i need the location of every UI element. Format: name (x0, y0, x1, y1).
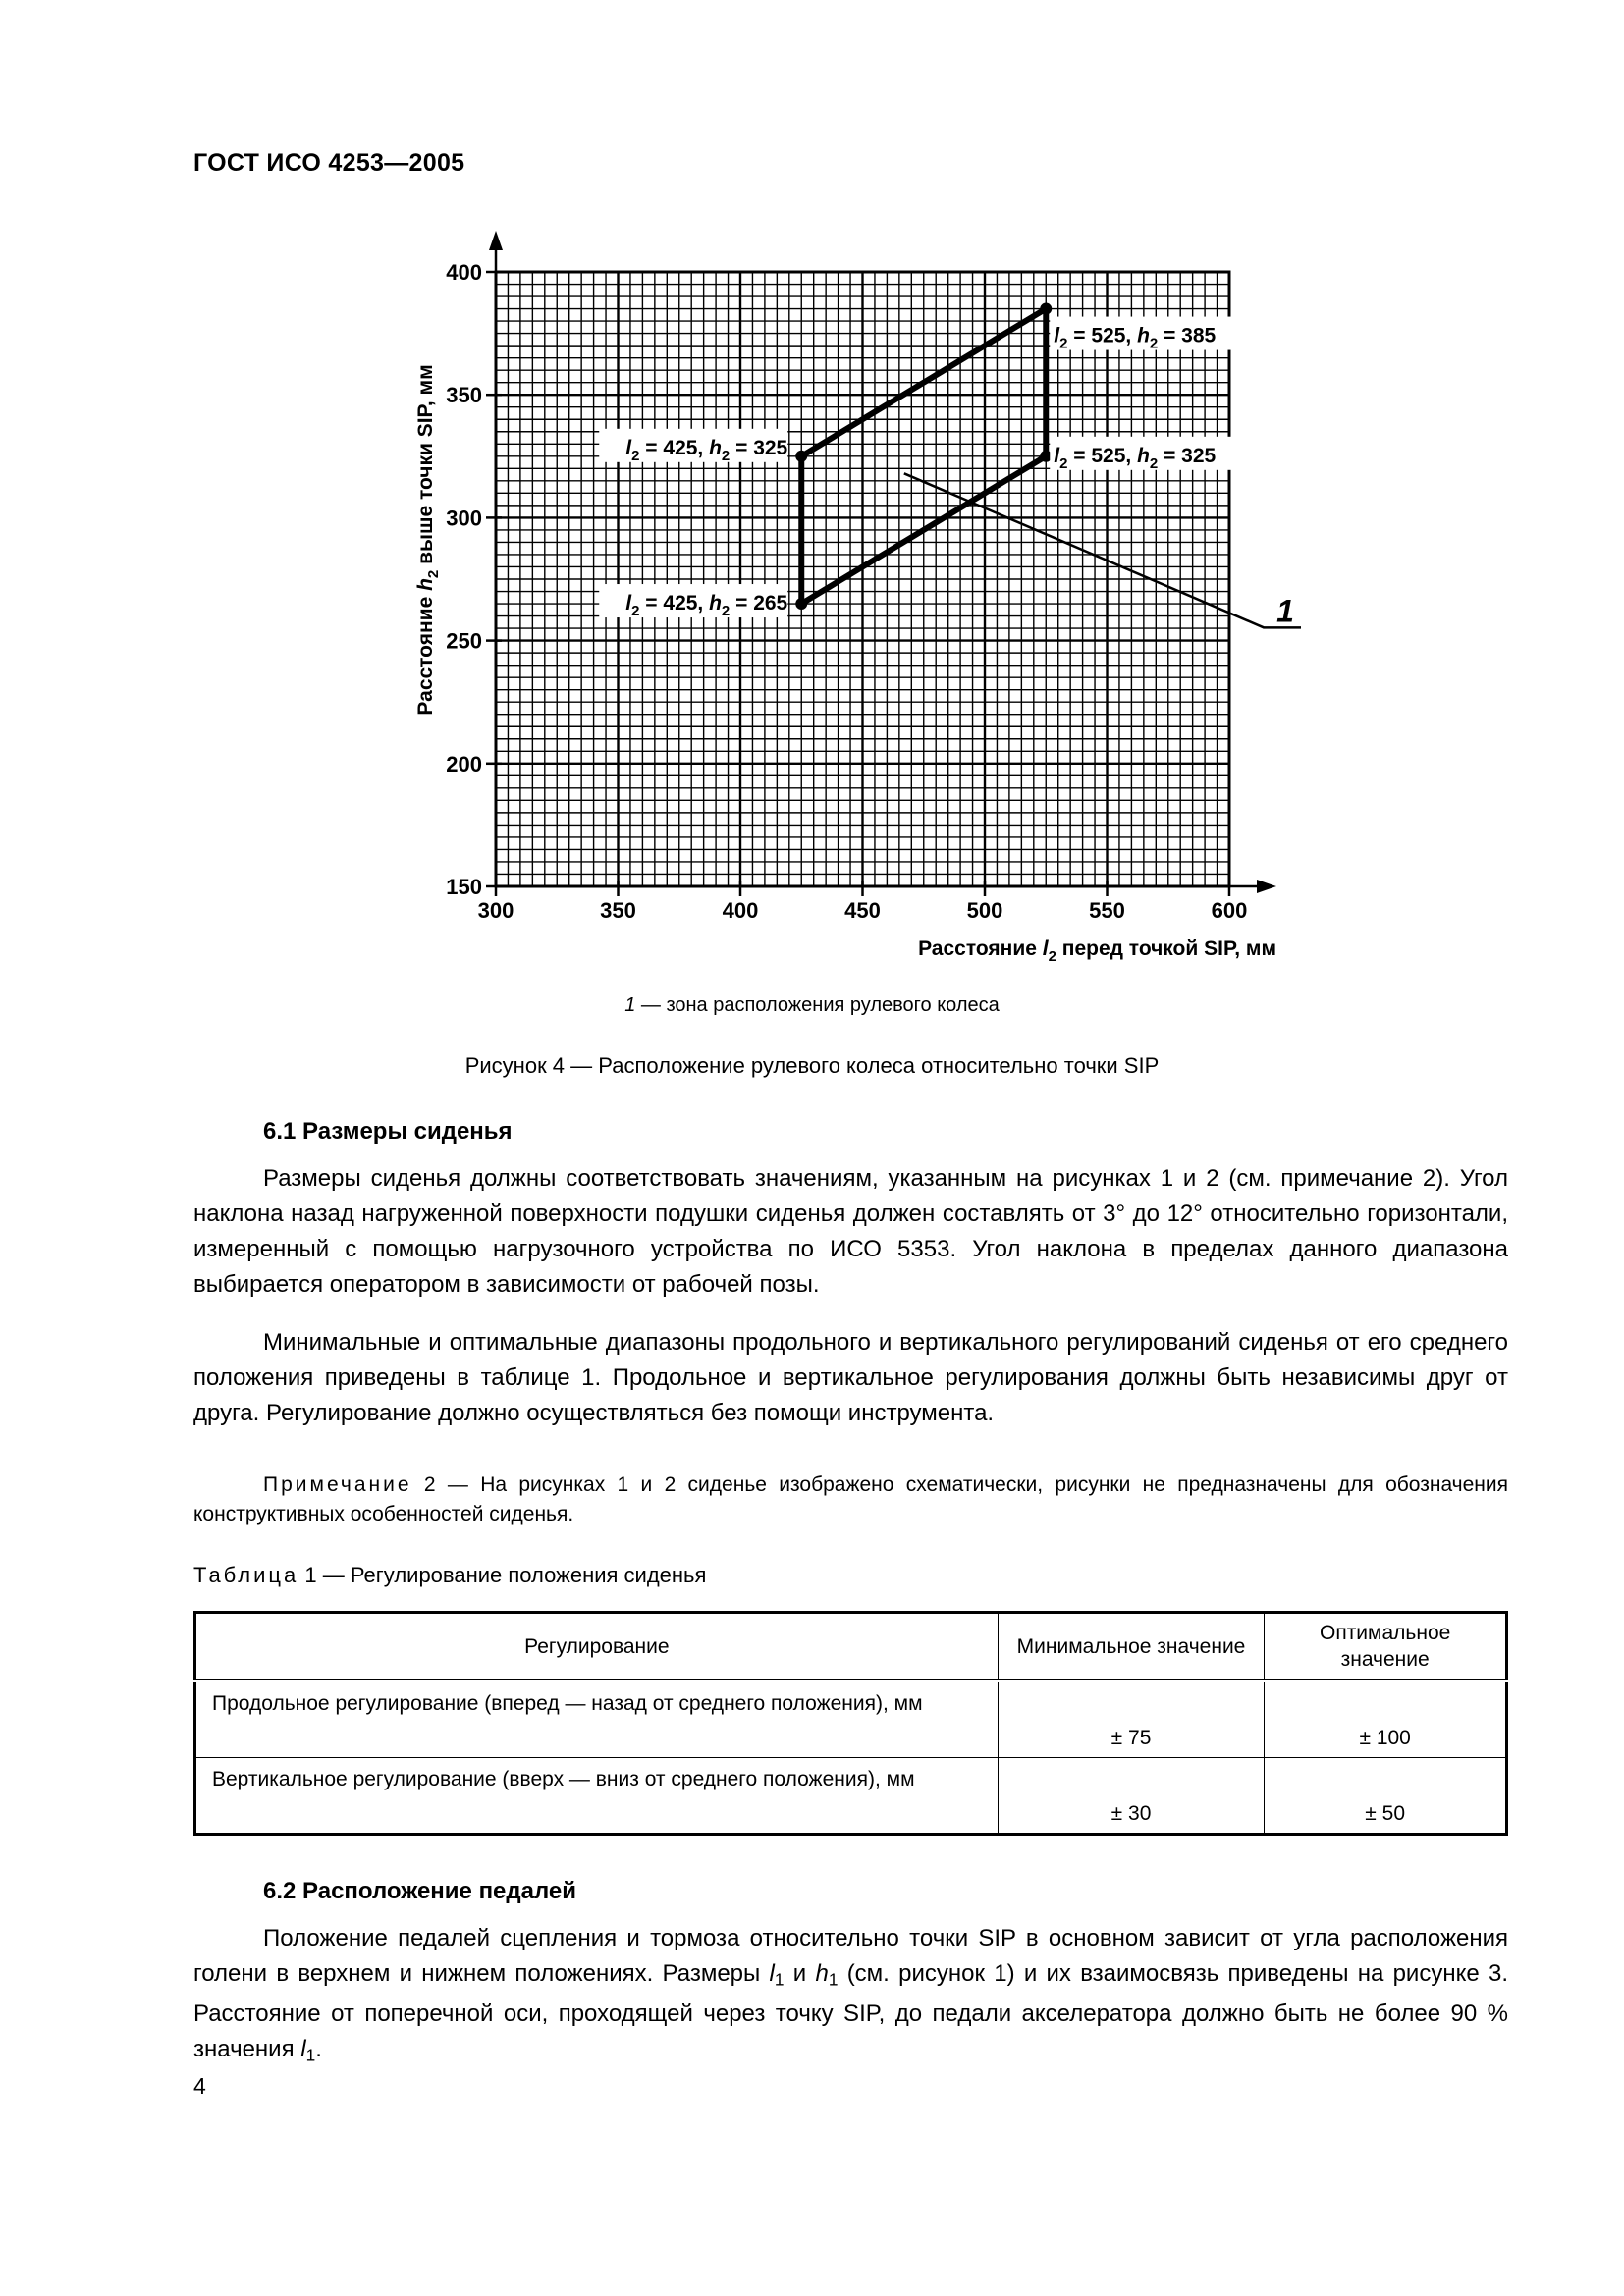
point-label: $l_2 = 525$, $h_2 = 385$ (1054, 324, 1217, 352)
pedal-text-part-1: Положение педалей сцепления и тормоза относительно точки SIP в основном зависит от угла расположения голени в верхнем и нижнем положениях. Размеры (193, 1925, 1508, 1987)
section-6-1-title: 6.1 Размеры сиденья (263, 1118, 513, 1145)
table-cell: ± 50 (1265, 1758, 1507, 1835)
section-6-2-paragraph (193, 1921, 1508, 2073)
legend-text: — зона расположения рулевого колеса (635, 994, 1000, 1016)
pedal-text-end: . (315, 2036, 322, 2063)
y-tick-label: 250 (446, 628, 482, 654)
x-axis-arrow (1257, 880, 1276, 893)
table-row (195, 1681, 1507, 1758)
point-label: $l_2 = 425$, $h_2 = 265$ (625, 592, 788, 620)
y-tick-label: 350 (446, 383, 482, 408)
and-word: и (784, 1960, 816, 1987)
y-tick-label: 200 (446, 751, 482, 776)
var-l: l (300, 2036, 306, 2063)
note-2 (193, 1470, 1508, 1529)
note-text: 2 — На рисунках 1 и 2 сиденье изображено схематически, рисунки не предназначены для обозначения конструктивных особенностей сиденья. (193, 1473, 1508, 1525)
section-6-1-paragraph-2: Минимальные и оптимальные диапазоны продольного и вертикального регулирований сиденья от его среднего положения приведены в таблице 1. Продольное и вертикальное регулирования должны быть независимы друг от друга. Регулирование должно осуществляться без помощи инструмента. (193, 1329, 1508, 1426)
point-label: $l_2 = 525$, $h_2 = 325$ (1054, 444, 1217, 472)
table-header-cell: Минимальное значение (998, 1613, 1265, 1682)
x-tick-label: 300 (477, 898, 514, 923)
x-tick-label: 350 (600, 898, 636, 923)
sub-1: 1 (774, 1969, 785, 1990)
steering-wheel-chart (393, 221, 1306, 972)
table-caption-label: Таблица (193, 1563, 299, 1587)
x-axis-title: Расстояние $l_2$ перед точкой SIP, мм (918, 937, 1276, 965)
x-tick-label: 550 (1089, 898, 1125, 923)
legend-number: 1 (624, 994, 636, 1016)
table-header-row (195, 1613, 1507, 1682)
table-row (195, 1758, 1507, 1835)
chart-svg (393, 221, 1306, 967)
zone-vertex-point (1040, 303, 1052, 315)
y-tick-label: 400 (446, 260, 482, 285)
x-tick-label: 600 (1211, 898, 1248, 923)
table-cell: ± 75 (998, 1681, 1265, 1758)
figure-legend (0, 994, 1624, 1017)
table-header-cell: Регулирование (195, 1613, 999, 1682)
zone-vertex-point (795, 451, 807, 462)
figure-caption: Рисунок 4 — Расположение рулевого колеса относительно точки SIP (464, 1053, 1160, 1078)
y-tick-label: 150 (446, 875, 482, 899)
table-cell: ± 30 (998, 1758, 1265, 1835)
y-tick-label: 300 (446, 506, 482, 531)
document-header: ГОСТ ИСО 4253—2005 (193, 149, 465, 177)
section-6-1-paragraph-1: Размеры сиденья должны соответствовать значениям, указанным на рисунках 1 и 2 (см. примечание 2). Угол наклона назад нагруженной поверхности подушки сиденья должен составлять от 3° до 12° относительно горизонтали, измеренный с помощью нагрузочного устройства по ИСО 5353. Угол наклона в пределах данного диапазона выбирается оператором в зависимости от рабочей позы. (193, 1165, 1508, 1298)
note-label: Примечание (263, 1473, 412, 1496)
x-tick-label: 400 (722, 898, 759, 923)
zone-vertex-point (795, 598, 807, 610)
section-6-2-title: 6.2 Расположение педалей (263, 1878, 577, 1904)
y-axis-title: Расстояние $h_2$ выше точки SIP, мм (414, 364, 442, 716)
table-caption (193, 1563, 706, 1588)
sub-1: 1 (305, 2045, 316, 2065)
x-tick-label: 450 (844, 898, 881, 923)
seat-adjustment-table (193, 1611, 1508, 1836)
x-tick-label: 500 (966, 898, 1003, 923)
point-label: $l_2 = 425$, $h_2 = 325$ (625, 436, 788, 464)
table-cell: Продольное регулирование (вперед — назад от среднего положения), мм (195, 1681, 999, 1758)
var-h: h (815, 1960, 829, 1987)
table-header-cell: Оптимальное значение (1265, 1613, 1507, 1682)
sub-1: 1 (828, 1969, 839, 1990)
table-cell: Вертикальное регулирование (вверх — вниз от среднего положения), мм (195, 1758, 999, 1835)
pedal-text-part-2: (см. рисунок 1) и их взаимосвязь приведены на рисунке 3. Расстояние от поперечной оси, проходящей через точку SIP, до педали акселератора должно быть не более 90 % значения (193, 1960, 1508, 2063)
table-cell: ± 100 (1265, 1681, 1507, 1758)
callout-label: 1 (1276, 593, 1294, 629)
y-axis-arrow (489, 231, 503, 250)
page-number: 4 (193, 2073, 206, 2099)
table-caption-text: 1 — Регулирование положения сиденья (298, 1563, 707, 1587)
var-l: l (769, 1960, 775, 1987)
callout-leader-line (904, 473, 1301, 627)
